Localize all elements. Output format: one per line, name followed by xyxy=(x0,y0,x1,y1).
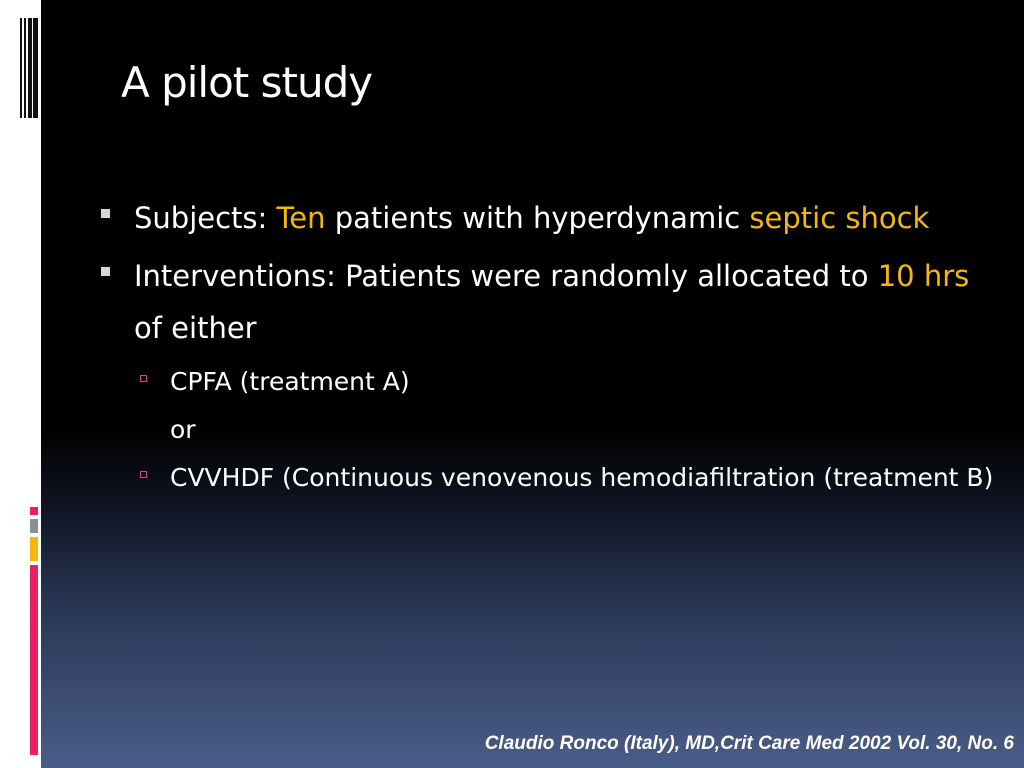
sub-bullet-treatment-b xyxy=(98,456,998,500)
slide-title: A pilot study xyxy=(121,58,373,107)
deco-yellow-bar xyxy=(30,537,38,561)
citation: Claudio Ronco (Italy), MD,Crit Care Med 2002 Vol. 30, No. 6 xyxy=(484,733,1014,754)
sub-bullet-text: CPFA (treatment A) xyxy=(170,367,410,396)
bullet-text: of either xyxy=(134,311,257,345)
deco-bar xyxy=(28,18,32,118)
or-text: or xyxy=(170,415,196,444)
square-bullet-icon xyxy=(101,267,110,276)
sub-bullet-text: CVVHDF (Continuous venovenous hemodiafiltration (treatment B) xyxy=(170,463,994,492)
bullet-text: patients with hyperdynamic xyxy=(325,201,750,235)
deco-pink-square xyxy=(30,507,38,515)
bullet-subjects xyxy=(98,192,998,244)
deco-gray-bar xyxy=(30,519,38,533)
bullet-text: Interventions: Patients were randomly allocated to xyxy=(134,259,878,293)
hollow-square-bullet-icon xyxy=(140,471,147,478)
highlight-text: Ten xyxy=(276,201,326,235)
deco-bar xyxy=(20,18,22,118)
sub-bullet-treatment-a xyxy=(98,360,998,404)
deco-bar xyxy=(33,18,38,118)
highlight-text: 10 hrs xyxy=(877,259,970,293)
deco-bar xyxy=(24,18,26,118)
square-bullet-icon xyxy=(101,209,110,218)
hollow-square-bullet-icon xyxy=(140,375,147,382)
bullet-interventions xyxy=(98,250,998,354)
left-decoration-strip xyxy=(0,0,41,768)
bullet-list xyxy=(98,192,998,500)
highlight-text: septic shock xyxy=(749,201,930,235)
bullet-text: Subjects: xyxy=(134,201,277,235)
deco-pink-bar xyxy=(30,565,38,755)
